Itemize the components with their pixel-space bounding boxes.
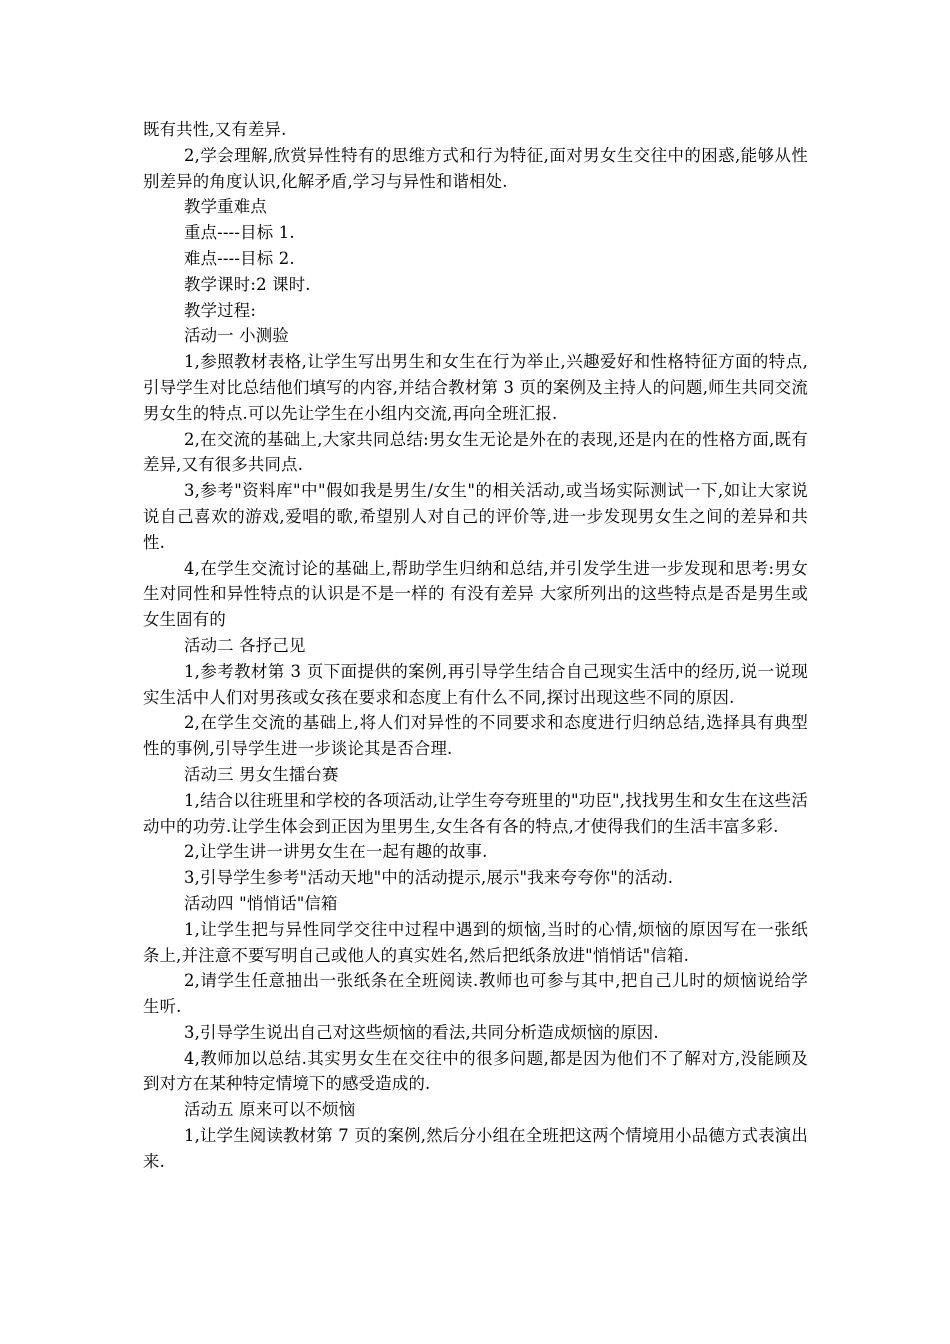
heading-activity-4: 活动四 "悄悄话"信箱 — [184, 893, 338, 913]
paragraph-activity-4-step-3: 3,引导学生说出自己对这些烦恼的看法,共同分析造成烦恼的原因. — [184, 1022, 659, 1042]
paragraph-difficult-point: 难点----目标 2. — [184, 248, 295, 268]
paragraph-2: 2,学会理解,欣赏异性特有的思维方式和行为特征,面对男女生交往中的困惑,能够从性别差异的角度认识,化解矛盾,学习与异性和谐相处. — [143, 145, 808, 191]
paragraph-class-hours: 教学课时:2 课时. — [184, 274, 311, 294]
paragraph-activity-2-step-1: 1,参考教材第 3 页下面提供的案例,再引导学生结合自己现实生活中的经历,说一说现实生活中人们对男孩或女孩在要求和态度上有什么不同,探讨出现这些不同的原因. — [143, 661, 808, 707]
paragraph-key-point: 重点----目标 1. — [184, 223, 295, 243]
document-page — [143, 117, 808, 1175]
paragraph-activity-5-step-1: 1,让学生阅读教材第 7 页的案例,然后分小组在全班把这两个情境用小品德方式表演出来. — [143, 1126, 808, 1171]
heading-key-points: 教学重难点 — [184, 197, 267, 217]
paragraph-activity-1-step-3: 3,参考"资料库"中"假如我是男生/女生"的相关活动,或当场实际测试一下,如让大家说说自己喜欢的游戏,爱唱的歌,希望别人对自己的评价等,进一步发现男女生之间的差异和共性. — [143, 481, 808, 552]
paragraph-1: 既有共性,又有差异. — [143, 120, 287, 139]
paragraph-activity-2-step-2: 2,在学生交流的基础上,将人们对异性的不同要求和态度进行归纳总结,选择具有典型性的事例,引导学生进一步谈论其是否合理. — [143, 713, 808, 759]
heading-activity-3: 活动三 男女生擂台赛 — [184, 764, 339, 784]
paragraph-activity-4-step-4: 4,教师加以总结.其实男女生在交往中的很多问题,都是因为他们不了解对方,没能顾及到对方在某种特定情境下的感受造成的. — [143, 1048, 808, 1094]
heading-activity-2: 活动二 各抒己见 — [184, 635, 306, 655]
paragraph-activity-3-step-2: 2,让学生讲一讲男女生在一起有趣的故事. — [184, 842, 488, 862]
paragraph-activity-4-step-1: 1,让学生把与异性同学交往中过程中遇到的烦恼,当时的心情,烦恼的原因写在一张纸条上,并注意不要写明自己或他人的真实姓名,然后把纸条放进"悄悄话"信箱. — [143, 919, 808, 965]
heading-teaching-process: 教学过程: — [184, 300, 257, 320]
heading-activity-1: 活动一 小测验 — [184, 326, 289, 346]
paragraph-activity-1-step-2: 2,在交流的基础上,大家共同总结:男女生无论是外在的表现,还是内在的性格方面,既有差异,又有很多共同点. — [143, 429, 808, 475]
paragraph-activity-1-step-1: 1,参照教材表格,让学生写出男生和女生在行为举止,兴趣爱好和性格特征方面的特点,引导学生对比总结他们填写的内容,并结合教材第 3 页的案例及主持人的问题,师生共同交流男女生的特点.可以先让学生在小组内交流,再向全班汇报. — [143, 352, 808, 423]
paragraph-activity-1-step-4: 4,在学生交流讨论的基础上,帮助学生归纳和总结,并引发学生进一步发现和思考:男女生对同性和异性特点的认识是不是一样的 有没有差异 大家所列出的这些特点是否是男生或女生固有的 — [143, 558, 808, 630]
paragraph-activity-4-step-2: 2,请学生任意抽出一张纸条在全班阅读.教师也可参与其中,把自己儿时的烦恼说给学生听. — [143, 971, 808, 1017]
heading-activity-5: 活动五 原来可以不烦恼 — [184, 1100, 356, 1120]
paragraph-activity-3-step-1: 1,结合以往班里和学校的各项活动,让学生夸夸班里的"功臣",找找男生和女生在这些活动中的功劳.让学生体会到正因为里男生,女生各有各的特点,才使得我们的生活丰富多彩. — [143, 790, 808, 836]
paragraph-activity-3-step-3: 3,引导学生参考"活动天地"中的活动提示,展示"我来夸夸你"的活动. — [184, 868, 674, 888]
